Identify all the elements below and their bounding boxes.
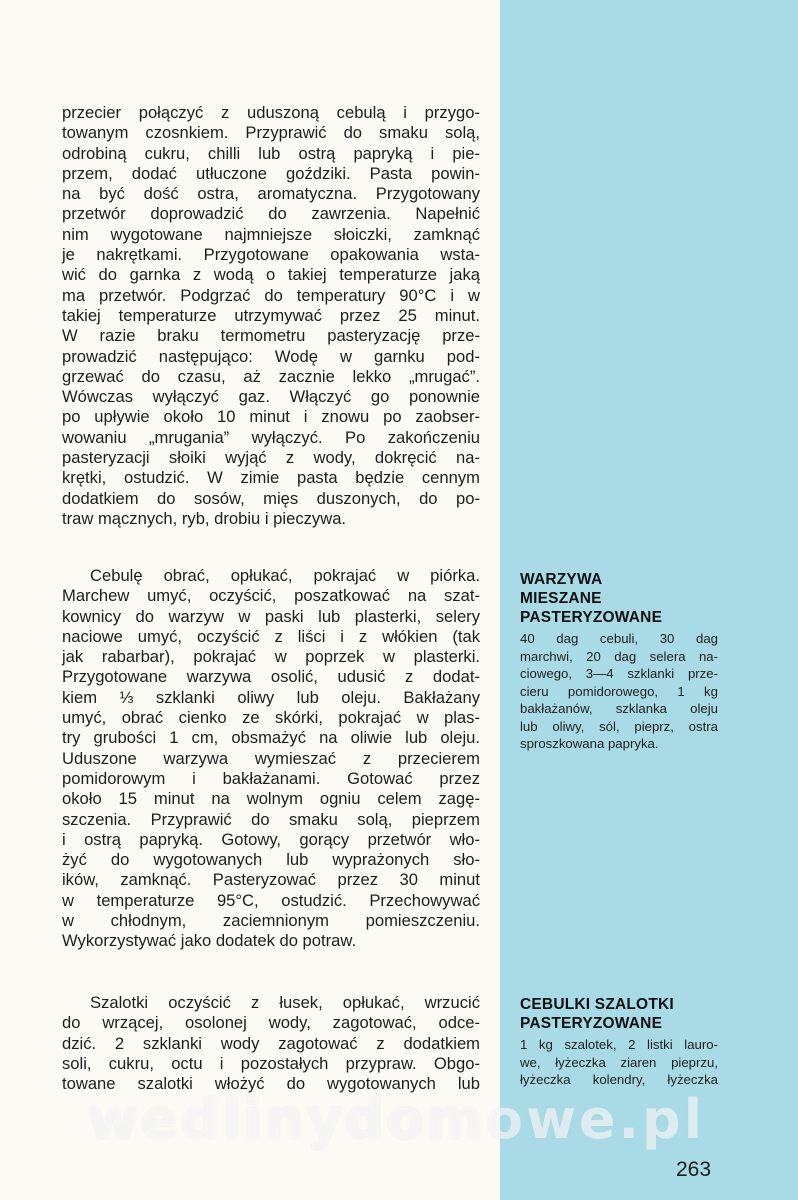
recipe-title-mixed-vegetables — [520, 570, 790, 627]
text-line: Przygotowane warzywa osolić, udusić z dodat- — [62, 667, 480, 687]
text-line: do wrzącej, osolonej wody, zagotować, odce- — [62, 1013, 480, 1033]
recipe-paragraph-mixed-vegetables — [62, 566, 480, 952]
text-line: Wykorzystywać jako dodatek do potraw. — [62, 931, 357, 951]
text-line: Marchew umyć, oczyścić, poszatkować na szat- — [62, 586, 480, 606]
text-line: w chłodnym, zaciemnionym pomieszczeniu. — [62, 911, 480, 931]
text-line: przecier połączyć z uduszoną cebulą i przygo- — [62, 103, 480, 122]
ingredient-line: bakłażanów, szklanka oleju — [520, 701, 718, 716]
text-line: soli, cukru, octu i pozostałych przypraw. Obgo- — [62, 1053, 480, 1073]
page-number: 263 — [676, 1158, 712, 1181]
title-line: PASTERYZOWANE — [520, 609, 663, 626]
text-line: traw mącznych, ryb, drobiu i pieczywa. — [62, 508, 347, 528]
text-line: takiej temperaturze utrzymywać przez 25 minut. — [62, 305, 480, 325]
text-line: dodatkiem do sosów, mięs duszonych, do po- — [62, 488, 480, 508]
text-line: try grubości 1 cm, obsmażyć na oliwie lub oleju. — [62, 728, 480, 748]
text-line: wić do garnka z wodą o takiej temperaturze jaką — [62, 265, 480, 285]
ingredients-mixed-vegetables — [520, 630, 718, 753]
text-line: towanym czosnkiem. Przyprawić do smaku solą, — [62, 123, 480, 143]
title-line: PASTERYZOWANE — [520, 1015, 663, 1032]
text-line: przem, dodać utłuczone goździki. Pasta powin- — [62, 163, 480, 183]
recipe-paragraph-pasta — [62, 103, 480, 529]
text-line: Cebulę obrać, opłukać, pokrajać w piórka. — [90, 566, 480, 585]
ingredient-line: sproszkowana papryka. — [520, 736, 659, 751]
ingredient-line: lub oliwy, sól, pieprz, ostra — [520, 718, 718, 734]
ingredient-line: 40 dag cebuli, 30 dag — [520, 631, 718, 646]
text-line: kiem ⅓ szklanki oliwy lub oleju. Bakłażany — [62, 687, 480, 707]
text-line: na być dość ostra, aromatyczna. Przygotowany — [62, 184, 480, 204]
text-line: przetwór doprowadzić do zawrzenia. Napełnić — [62, 204, 480, 224]
text-line: Szalotki oczyścić z łusek, opłukać, wrzucić — [90, 993, 480, 1012]
text-line: wowaniu „mrugania” wyłączyć. Po zakończeniu — [62, 427, 480, 447]
watermark: wedlinydomowe.pl — [88, 1088, 706, 1151]
text-line: szczenia. Przyprawić do smaku solą, pieprzem — [62, 809, 480, 829]
title-line: WARZYWA — [520, 571, 603, 588]
title-line: CEBULKI SZALOTKI — [520, 996, 674, 1013]
text-line: umyć, obrać cienko ze skórki, pokrajać w plas- — [62, 708, 480, 728]
ingredient-line: we, łyżeczka ziaren pieprzu, — [520, 1054, 718, 1070]
ingredients-shallots — [520, 1036, 718, 1089]
recipe-paragraph-shallots — [62, 993, 480, 1094]
text-line: około 15 minut na wolnym ogniu celem zagę- — [62, 789, 480, 809]
text-line: W razie braku termometru pasteryzację prze- — [62, 326, 480, 346]
text-line: żyć do wygotowanych lub wyprażonych sło- — [62, 850, 480, 870]
text-line: dzić. 2 szklanki wody zagotować z dodatkiem — [62, 1033, 480, 1053]
recipe-title-shallots — [520, 995, 790, 1033]
text-line: kownicy do warzyw w paski lub plasterki, selery — [62, 606, 480, 626]
text-line: prowadzić następująco: Wodę w garnku pod- — [62, 346, 480, 366]
text-line: jak rabarbar), pokrajać w poprzek w plasterki. — [62, 647, 480, 667]
ingredient-line: ciowego, 3—4 szklanki prze- — [520, 666, 718, 681]
text-line: Wówczas wyłączyć gaz. Włączyć go ponownie — [62, 387, 480, 407]
text-line: ików, zamknąć. Pasteryzować przez 30 minut — [62, 870, 480, 890]
text-line: nim wygotowane najmniejsze słoiczki, zamknąć — [62, 224, 480, 244]
ingredient-line: łyżeczka kolendry, łyżeczka — [520, 1072, 718, 1087]
text-line: je nakrętkami. Przygotowane opakowania wsta- — [62, 245, 480, 265]
text-line: krętki, ostudzić. W zimie pasta będzie cennym — [62, 468, 480, 488]
text-line: pasteryzacji słoiki wyjąć z wody, dokręcić na- — [62, 448, 480, 468]
ingredient-line: 1 kg szalotek, 2 listki lauro- — [520, 1037, 718, 1052]
text-line: i ostrą papryką. Gotowy, gorący przetwór wło- — [62, 829, 480, 849]
ingredient-line: marchwi, 20 dag selera na- — [520, 648, 718, 664]
text-line: odrobiną cukru, chilli lub ostrą papryką i pie- — [62, 143, 480, 163]
ingredient-line: cieru pomidorowego, 1 kg — [520, 683, 718, 699]
text-line: towane szalotki włożyć do wygotowanych lub — [62, 1074, 480, 1094]
text-line: po upływie około 10 minut i znowu po zaobser- — [62, 407, 480, 427]
text-line: ma przetwór. Podgrzać do temperatury 90°C i w — [62, 285, 480, 305]
text-line: pomidorowym i bakłażanami. Gotować przez — [62, 768, 480, 788]
title-line: MIESZANE — [520, 590, 602, 607]
text-line: w temperaturze 95°C, ostudzić. Przechowywać — [62, 890, 480, 910]
text-line: grzewać do czasu, aż zacznie lekko „mrugać”. — [62, 366, 480, 386]
text-line: naciowe umyć, oczyścić z liści i z włókien (tak — [62, 626, 480, 646]
text-line: Uduszone warzywa wymieszać z przecierem — [62, 748, 480, 768]
